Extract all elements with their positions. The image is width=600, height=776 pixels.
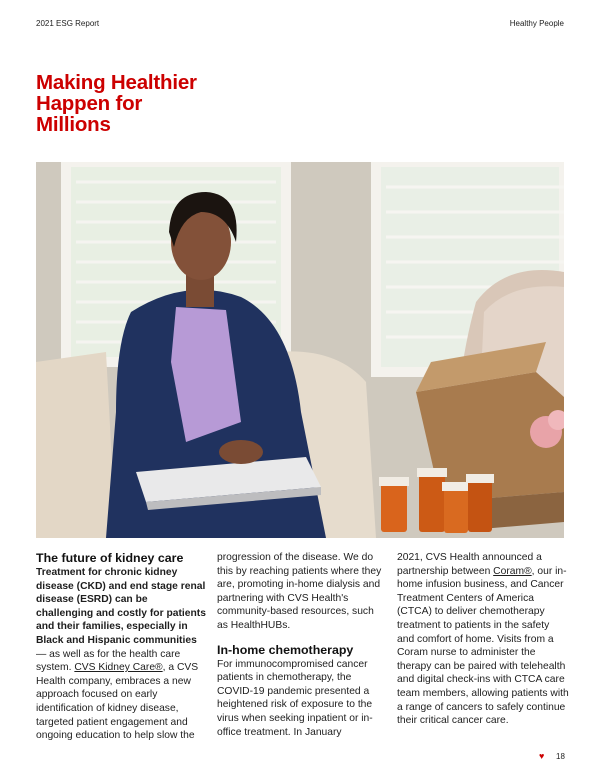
nurse-photo [36, 162, 564, 538]
coram-link[interactable]: Coram® [493, 565, 532, 577]
coram-text: 2021, CVS Health announced a partnership between [397, 552, 542, 577]
page-title [36, 72, 256, 135]
cvs-kidney-care-link[interactable]: CVS Kidney Care® [74, 662, 163, 674]
heart-icon: ♥ [539, 751, 545, 761]
section-title: Healthy People [509, 19, 564, 28]
kidney-care-text: — as well as for the health care system. [36, 648, 181, 674]
column-coram [397, 551, 569, 728]
kidney-care-bold-text: Treatment for chronic kidney disease (CKD) and end stage renal disease (ESRD) can be challenging and costly for patients and their families, especially in Black and Hispanic communities [36, 567, 206, 646]
chemotherapy-paragraph: For immunocompromised cancer patients in chemotherapy, the COVID-19 pandemic presented a heightened risk of exposure to the virus when seeking inpatient or in-office treatment. In January [217, 658, 373, 738]
kidney-care-paragraph [36, 566, 206, 743]
report-title: 2021 ESG Report [36, 19, 100, 28]
nurse-photo-illustration [36, 162, 564, 538]
kidney-care-paragraph-continued: progression of the disease. We do this by reaching patients where they are, promoting in-home dialysis and partnering with CVS Health's community-based resources, such as HealthHUBs. [217, 552, 382, 631]
chemotherapy-heading: In-home chemotherapy [217, 642, 354, 657]
page-title-line: Making Healthier [36, 71, 197, 94]
kidney-care-heading: The future of kidney care [36, 551, 184, 565]
kidney-care-text-continued: , a CVS Health company, embraces a new approach focused on early identification of kidney disease, targeted patient engagement and ongoing education to help slow the [36, 662, 199, 742]
column-kidney-care [36, 551, 206, 743]
page-number: 18 [556, 752, 565, 761]
column-chemotherapy [217, 551, 387, 739]
page-title-line: Happen for [36, 92, 143, 115]
page-title-line: Millions [36, 113, 111, 136]
coram-paragraph [397, 551, 569, 728]
coram-text-continued: , our in-home infusion business, and Cancer Treatment Centers of America (CTCA) to deliver chemotherapy treatment to patients in the safety and comfort of home. Visits from a Coram nurse to administer the therapy can be paired with telehealth and digital check-ins with CTCA care team members, allowing patients with a range of cancers to safely continue their critical cancer care. [397, 565, 569, 727]
